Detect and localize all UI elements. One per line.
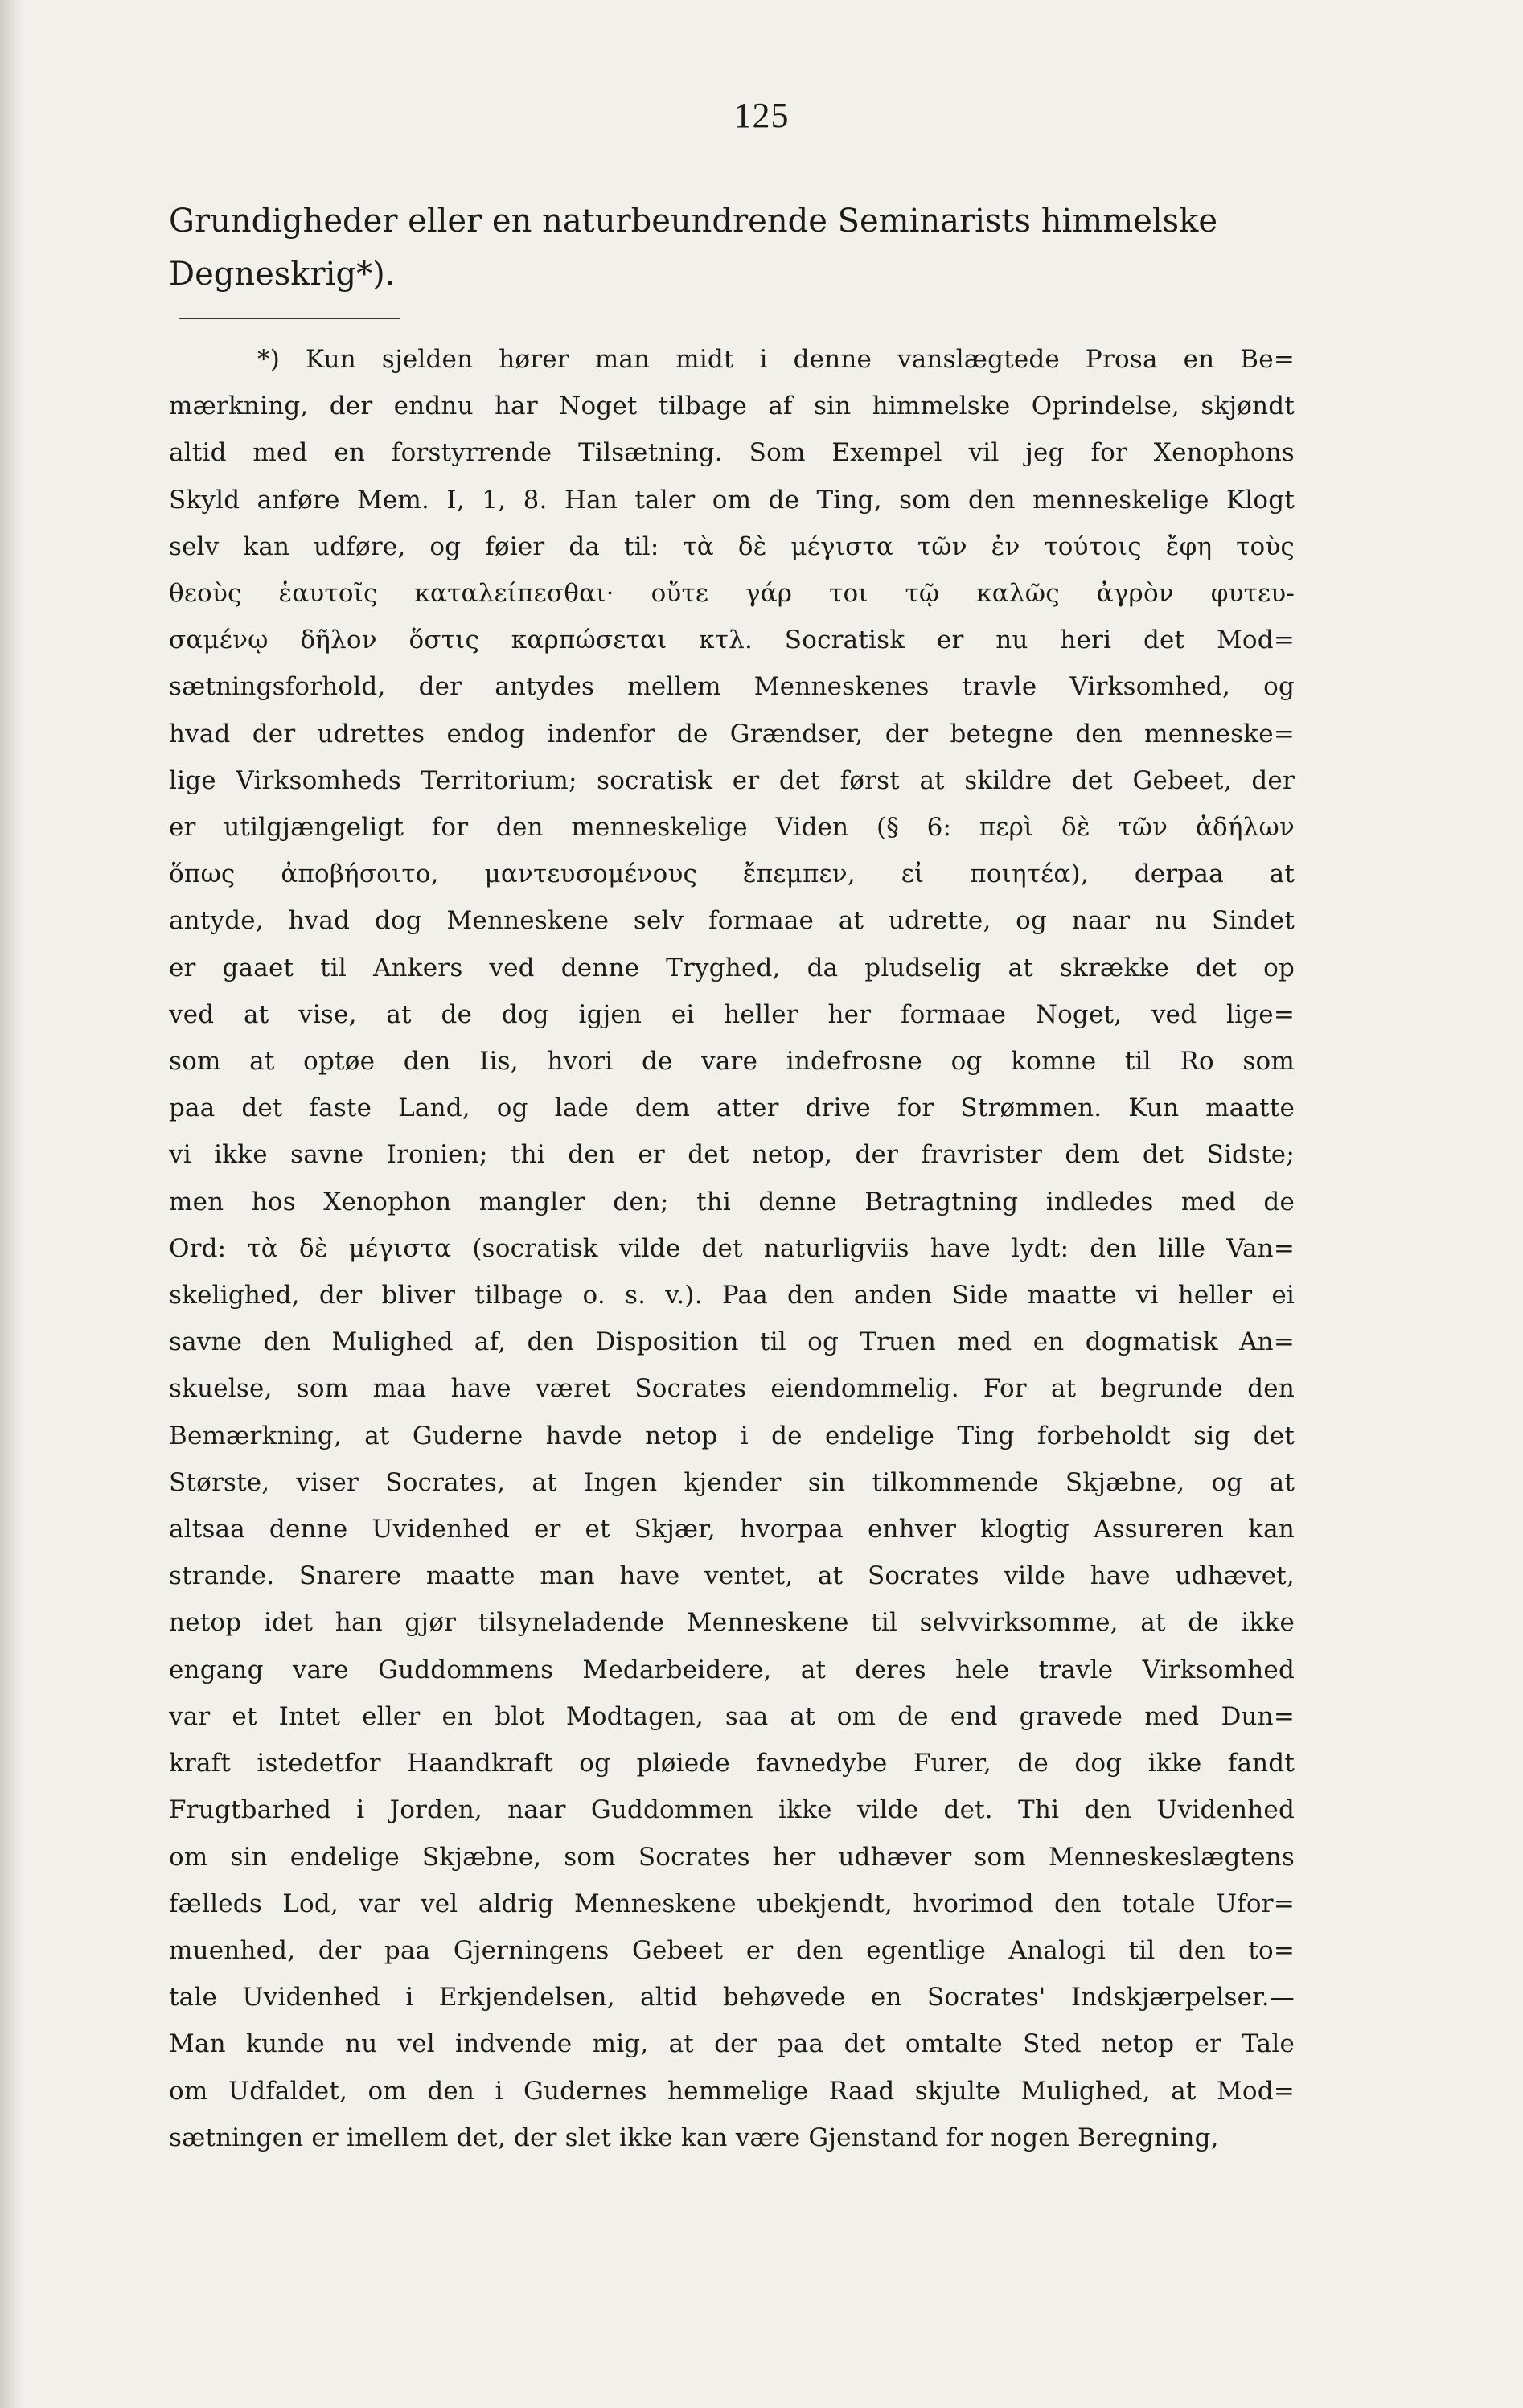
footnote-line: er gaaet til Ankers ved denne Tryghed, da pludselig at skrække det op: [169, 953, 1295, 982]
footnote-line: savne den Mulighed af, den Disposition til og Truen med en dogmatisk An=: [169, 1327, 1295, 1357]
footnote-line: engang vare Guddommens Medarbeidere, at deres hele travle Virksomhed: [169, 1655, 1295, 1684]
footnote-line: skuelse, som maa have været Socrates eiendommelig. For at begrunde den: [169, 1374, 1295, 1404]
footnote-line: θεοὺς ἑαυτοῖς καταλείπεσθαι· οὔτε γάρ τοι τῷ καλῶς ἀγρὸν φυτευ-: [169, 579, 1295, 609]
page-number: 125: [733, 96, 790, 135]
footnote-line: Bemærkning, at Guderne havde netop i de endelige Ting forbeholdt sig det: [169, 1421, 1295, 1450]
footnote-line: er utilgjængeligt for den menneskelige Viden (§ 6: περὶ δὲ τῶν ἀδήλων: [169, 813, 1295, 843]
footnote-line: ved at vise, at de dog igjen ei heller her formaae Noget, ved lige=: [169, 999, 1295, 1029]
footnote-line: skelighed, der bliver tilbage o. s. v.). Paa den anden Side maatte vi heller ei: [169, 1281, 1295, 1311]
footnote-line: *) Kun sjelden hører man midt i denne vanslægtede Prosa en Be=: [257, 345, 1295, 374]
footnote-line: mærkning, der endnu har Noget tilbage af sin himmelske Oprindelse, skjøndt: [169, 392, 1295, 421]
footnote-line: Man kunde nu vel indvende mig, at der paa det omtalte Sted netop er Tale: [169, 2029, 1295, 2059]
footnote-line: Største, viser Socrates, at Ingen kjender sin tilkommende Skjæbne, og at: [169, 1467, 1295, 1497]
footnote-line: hvad der udrettes endog indenfor de Grændser, der betegne den menneske=: [169, 719, 1295, 749]
footnote-line: Skyld anføre Mem. I, 1, 8. Han taler om de Ting, som den menneskelige Klogt: [169, 485, 1295, 515]
footnote-line: lige Virksomheds Territorium; socratisk er det først at skildre det Gebeet, der: [169, 765, 1295, 795]
footnote-line: Ord: τὰ δὲ μέγιστα (socratisk vilde det naturligviis have lydt: den lille Van=: [169, 1233, 1295, 1263]
footnote-line: sætningen er imellem det, der slet ikke kan være Gjenstand for nogen Beregning,: [169, 2123, 1219, 2152]
footnote-line: om sin endelige Skjæbne, som Socrates her udhæver som Menneskeslægtens: [169, 1842, 1295, 1872]
footnote-line: vi ikke savne Ironien; thi den er det netop, der fravrister dem det Sidste;: [169, 1140, 1295, 1170]
footnote: [169, 336, 1295, 2161]
footnote-line: fælleds Lod, var vel aldrig Menneskene ubekjendt, hvorimod den totale Ufor=: [169, 1889, 1295, 1918]
footnote-line: om Udfaldet, om den i Gudernes hemmelige Raad skjulte Mulighed, at Mod=: [169, 2076, 1295, 2106]
footnote-line: var et Intet eller en blot Modtagen, saa at om de end gravede med Dun=: [169, 1701, 1295, 1731]
page-gutter-shadow: [0, 0, 23, 2408]
footnote-line: Frugtbarhed i Jorden, naar Guddommen ikke vilde det. Thi den Uvidenhed: [169, 1795, 1295, 1825]
footnote-line: σαμένῳ δῆλον ὅστις καρπώσεται κτλ. Socratisk er nu heri det Mod=: [169, 626, 1295, 655]
footnote-line: men hos Xenophon mangler den; thi denne Betragtning indledes med de: [169, 1187, 1295, 1216]
footnote-line: strande. Snarere maatte man have ventet, at Socrates vilde have udhævet,: [169, 1561, 1295, 1591]
footnote-line: kraft istedetfor Haandkraft og pløiede favnedybe Furer, de dog ikke fandt: [169, 1749, 1295, 1778]
main-text-line: Grundigheder eller en naturbeundrende Seminarists himmelske: [169, 203, 1218, 240]
main-text-line: Degneskrig*).: [169, 256, 396, 293]
footnote-line: tale Uvidenhed i Erkjendelsen, altid behøvede en Socrates' Indskjærpelser.—: [169, 1983, 1295, 2012]
footnote-line: ὅπως ἀποβήσοιτο, μαντευσομένους ἔπεμπεν, εἰ ποιητέα), derpaa at: [169, 859, 1295, 889]
footnote-line: netop idet han gjør tilsyneladende Menneskene til selvvirksomme, at de ikke: [169, 1608, 1295, 1638]
footnote-line: altid med en forstyrrende Tilsætning. Som Exempel vil jeg for Xenophons: [169, 438, 1295, 468]
footnote-separator-rule: [179, 318, 400, 319]
main-text: [169, 195, 1295, 301]
footnote-line: selv kan udføre, og føier da til: τὰ δὲ μέγιστα τῶν ἐν τούτοις ἔφη τοὺς: [169, 531, 1295, 561]
footnote-line: paa det faste Land, og lade dem atter drive for Strømmen. Kun maatte: [169, 1093, 1295, 1123]
footnote-line: altsaa denne Uvidenhed er et Skjær, hvorpaa enhver klogtig Assureren kan: [169, 1515, 1295, 1544]
footnote-line: muenhed, der paa Gjerningens Gebeet er den egentlige Analogi til den to=: [169, 1935, 1295, 1965]
footnote-line: antyde, hvad dog Menneskene selv formaae at udrette, og naar nu Sindet: [169, 906, 1295, 936]
footnote-line: som at optøe den Iis, hvori de vare indefrosne og komne til Ro som: [169, 1047, 1295, 1077]
footnote-line: sætningsforhold, der antydes mellem Menneskenes travle Virksomhed, og: [169, 672, 1295, 702]
